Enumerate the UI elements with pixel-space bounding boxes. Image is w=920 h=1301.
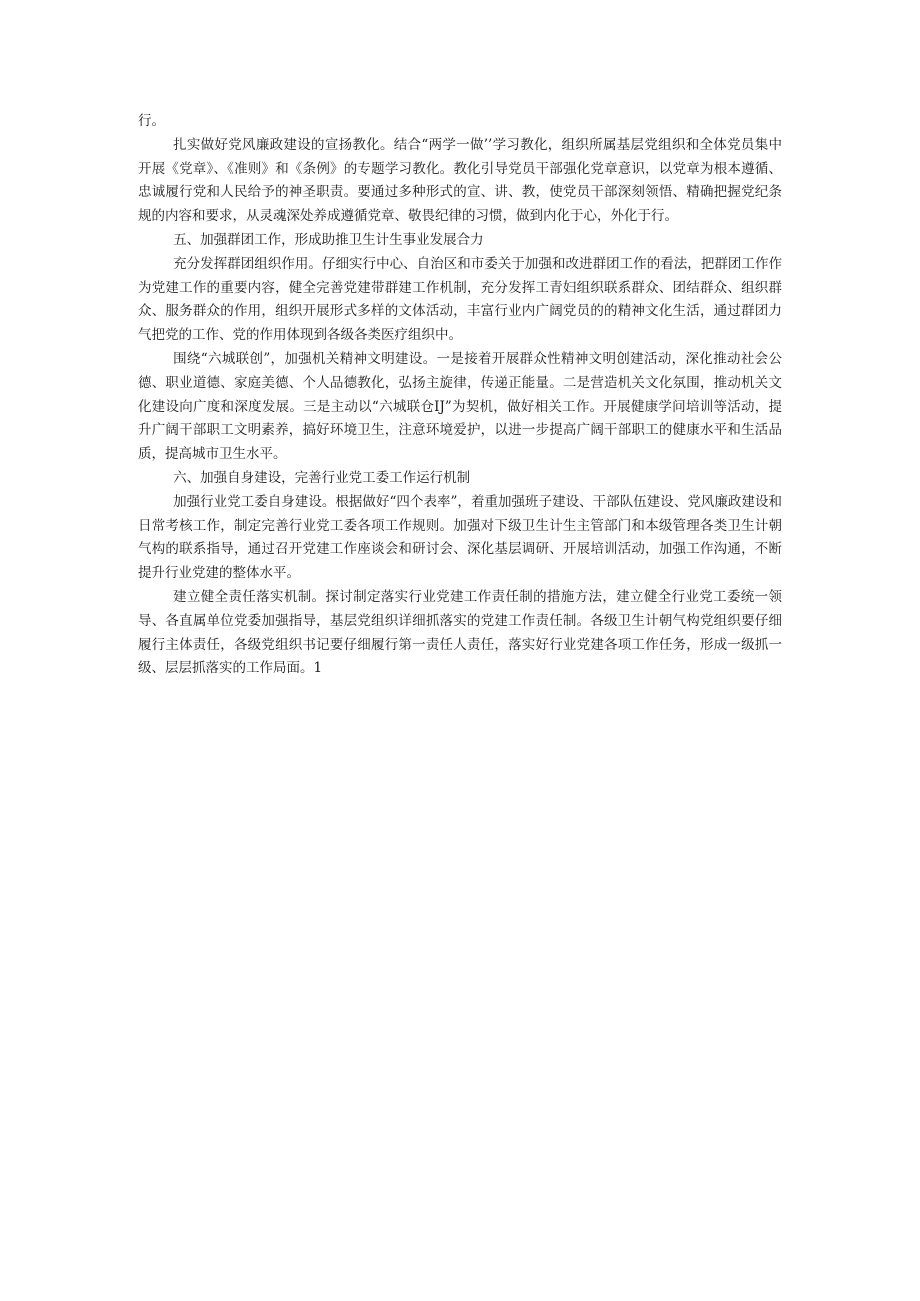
paragraph-propaganda-education: 扎实做好党风廉政建设的宣扬教化。结合“两学一做’’学习教化，组织所属基层党组织和全体党员集中开展《党章》、《准则》和《条例》的专题学习教化。教化引导党员干部强化党章意识，以党章为根本遵循、忠诚履行党和人民给予的神圣职责。要通过多种形式的宣、讲、教，使党员干部深刻领悟、精确把握党纪条规的内容和要求，从灵魂深处养成遵循党章、敬畏纪律的习惯，做到内化于心，外化于行。 [138, 136, 782, 225]
section-heading-six: 六、加强自身建设，完善行业党工委工作运行机制 [173, 469, 471, 486]
paragraph-civilization-building: 围绕“六城联创”，加强机关精神文明建设。一是接着开展群众性精神文明创建活动，深化推动社会公德、职业道德、家庭美德、个人品德教化，弘扬主旋律，传递正能量。二是营造机关文化氛围，推动机关文化建设向广度和深度发展。三是主动以“六城联仓IJ”为契机，做好相关工作。开展健康学问培训等活动，提升广阔干部职工文明素养，搞好环境卫生，注意环境爱护，以进一步提高广阔干部职工的健康水平和生活品质，提高城市卫生水平。 [138, 350, 782, 463]
paragraph-responsibility-mechanism: 建立健全责任落实机制。探讨制定落实行业党建工作责任制的措施方法，建立健全行业党工委统一领导、各直属单位党委加强指导，基层党组织详细抓落实的党建工作责任制。各级卫生计朝气构党组织要仔细履行主体责任，各级党组织书记要仔细履行第一责任人责任，落实好行业党建各项工作任务，形成一级抓一级、层层抓落实的工作局面。1 [138, 588, 782, 677]
paragraph-continuation: 行。 [138, 113, 165, 129]
paragraph-mass-organizations: 充分发挥群团组织作用。仔细实行中心、自治区和市委关于加强和改进群团工作的看法，把群团工作作为党建工作的重要内容，健全完善党建带群建工作机制，充分发挥工青妇组织联系群众、团结群众、组织群众、服务群众的作用，组织开展形式多样的文体活动，丰富行业内广阔党员的的精神文化生活，通过群团力气把党的工作、党的作用体现到各级各类医疗组织中。 [138, 255, 782, 344]
section-heading-five: 五、加强群团工作，形成助推卫生计生事业发展合力 [173, 231, 484, 248]
paragraph-self-construction: 加强行业党工委自身建设。根据做好“四个表率”，着重加强班子建设、干部队伍建设、党风廉政建设和日常考核工作，制定完善行业党工委各项工作规则。加强对下级卫生计生主管部门和本级管理各类卫生计朝气构的联系指导，通过召开党建工作座谈会和研讨会、深化基层调研、开展培训活动，加强工作沟通，不断提升行业党建的整体水平。 [138, 493, 782, 582]
document-body [138, 110, 782, 681]
